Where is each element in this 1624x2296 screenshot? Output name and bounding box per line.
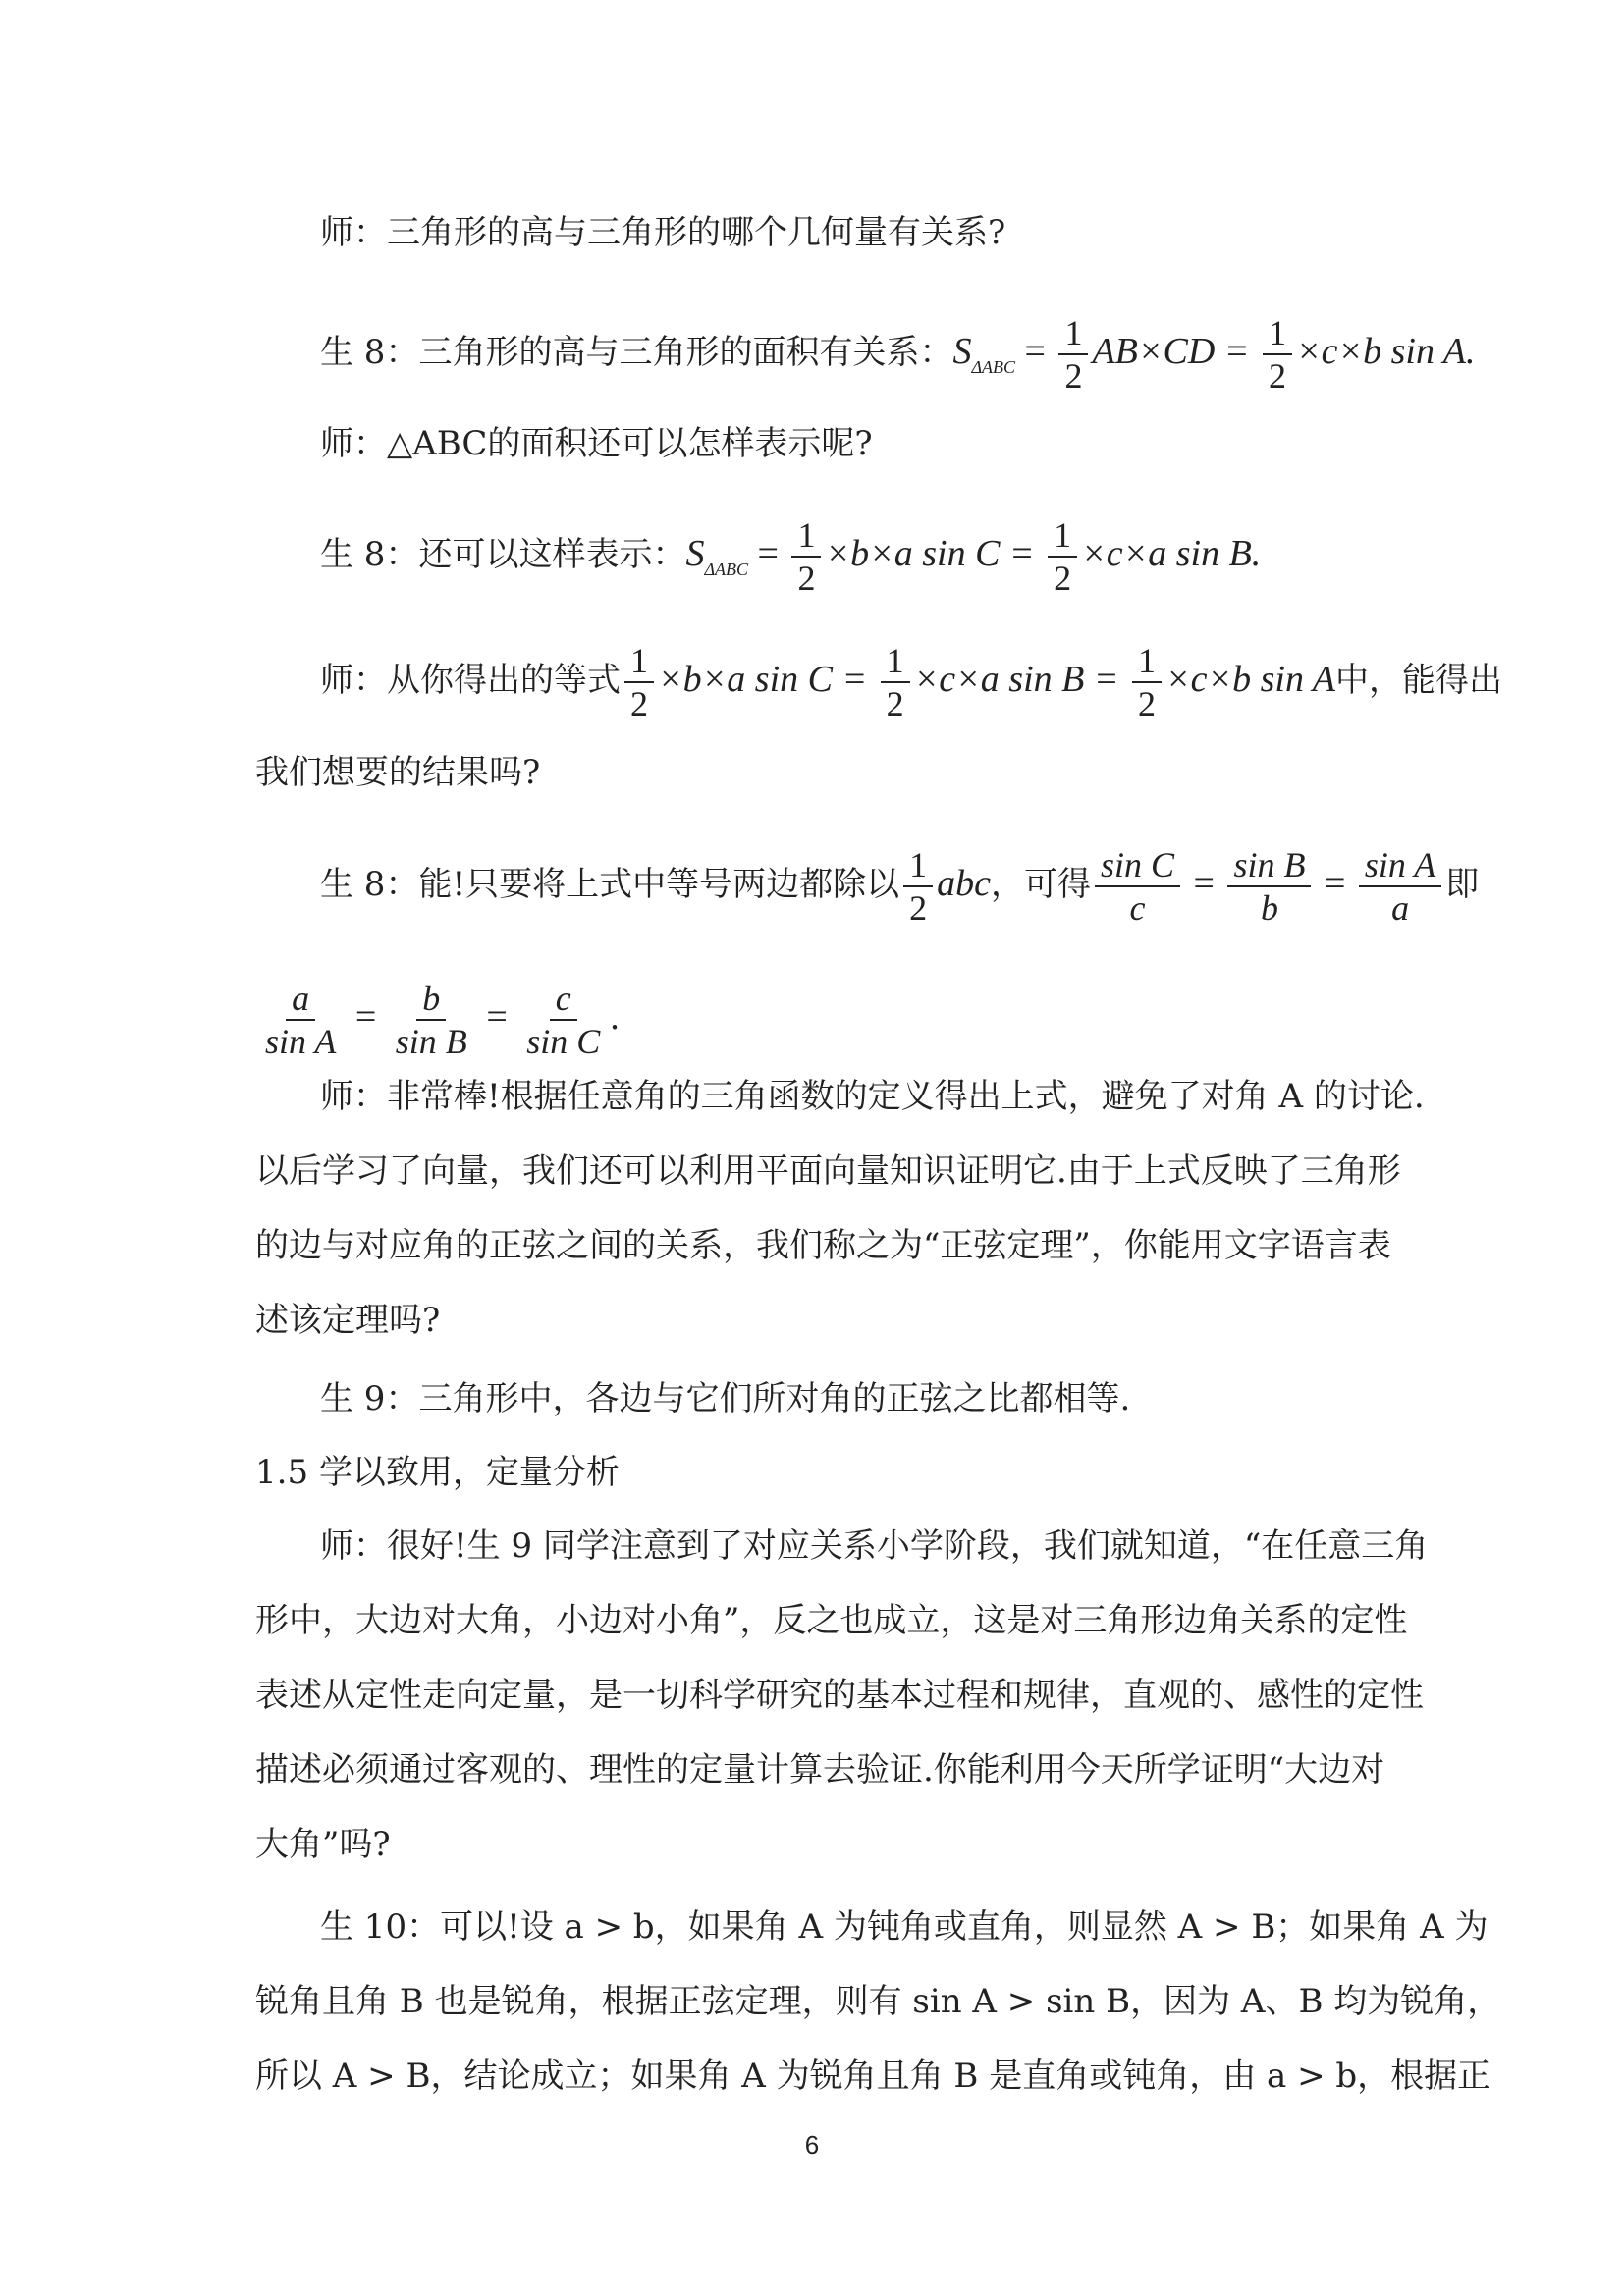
paragraph-teacher-prompt-line: 形中，大边对大角，小边对小角”，反之也成立，这是对三角形边角关系的定性 xyxy=(255,1601,1408,1640)
fraction-one-half: $\frac{1}{2}$ xyxy=(624,640,654,724)
paragraph-teacher-comment-line: 述该定理吗? xyxy=(255,1301,441,1340)
paragraph-student8-answer-3: 生 8：能!只要将上式中等号两边都除以 $\frac{1}{2}$ abc，可得 $\frac{\text{sin C}}{c}$ = $\frac{\text{sin B}}{b}$ = $\frac{\text{sin A}}{a}$ 即 xyxy=(320,845,1480,928)
fraction-a-over-sin-a: $\frac{a}{\text{sin A}}$ xyxy=(265,979,337,1061)
paragraph-teacher-prompt-line: 表述从定性走向定量，是一切科学研究的基本过程和规律，直观的、感性的定性 xyxy=(255,1676,1424,1715)
paragraph-teacher-prompt-line: 师：很好!生 9 同学注意到了对应关系小学阶段，我们就知道，“在任意三角 xyxy=(320,1526,1429,1566)
paragraph-student8-answer-1: 生 8：三角形的高与三角形的面积有关系：$S_{\Delta ABC}$ = $\frac{1}{2}$ AB×CD = $\frac{1}{2}$ ×c×b sin A. xyxy=(320,313,1476,396)
fraction-c-over-sin-c: $\frac{c}{\text{sin C}}$ xyxy=(526,979,601,1061)
fraction-one-half: $\frac{1}{2}$ xyxy=(1132,640,1162,724)
paragraph-teacher-question-2: 师：△ABC的面积还可以怎样表示呢? xyxy=(320,424,873,463)
fraction-one-half: $\frac{1}{2}$ xyxy=(881,640,910,724)
law-of-sines-formula: $\frac{a}{\text{sin A}}$ = $\frac{b}{\text{sin B}}$ = $\frac{c}{\text{sin C}}$ . xyxy=(255,978,620,1062)
paragraph-teacher-question-1: 师：三角形的高与三角形的哪个几何量有关系? xyxy=(320,213,1006,252)
fraction-sin-b-over-b: $\frac{\text{sin B}}{b}$ xyxy=(1227,844,1311,929)
paragraph-student10-answer-line: 锐角且角 B 也是锐角，根据正弦定理，则有 sin A > sin B，因为 A、B 均为锐角， xyxy=(255,1982,1501,2021)
paragraph-student10-answer-line: 所以 A > B，结论成立；如果角 A 为锐角且角 B 是直角或钝角，由 a > b，根据正 xyxy=(255,2056,1491,2096)
fraction-b-over-sin-b: $\frac{b}{\text{sin B}}$ xyxy=(395,979,467,1061)
fraction-one-half: $\frac{1}{2}$ xyxy=(1263,312,1292,397)
paragraph-student9-answer: 生 9：三角形中，各边与它们所对角的正弦之比都相等. xyxy=(320,1379,1131,1418)
paragraph-teacher-prompt-line: 描述必须通过客观的、理性的定量计算去验证.你能利用今天所学证明“大边对 xyxy=(255,1750,1385,1789)
paragraph-teacher-comment-line: 师：非常棒!根据任意角的三角函数的定义得出上式，避免了对角 A 的讨论. xyxy=(320,1077,1425,1116)
section-heading: 1.5 学以致用，定量分析 xyxy=(255,1453,620,1492)
paragraph-student10-answer-line: 生 10：可以!设 a > b，如果角 A 为钝角或直角，则显然 A > B；如果角 A 为 xyxy=(320,1907,1489,1947)
fraction-one-half: $\frac{1}{2}$ xyxy=(1058,312,1088,397)
paragraph-teacher-question-3: 师：从你得出的等式 $\frac{1}{2}$ ×b×a sin C = $\frac{1}{2}$ ×c×a sin B = $\frac{1}{2}$ ×c×b sin A中，能得出 xyxy=(320,641,1503,723)
paragraph-teacher-comment-line: 以后学习了向量，我们还可以利用平面向量知识证明它.由于上式反映了三角形 xyxy=(255,1151,1401,1191)
fraction-one-half: $\frac{1}{2}$ xyxy=(903,844,933,929)
paragraph-student8-answer-2: 生 8：还可以这样表示：$S_{\Delta ABC}$ = $\frac{1}{2}$ ×b×a sin C = $\frac{1}{2}$ ×c×a sin B. xyxy=(320,515,1262,598)
fraction-one-half: $\frac{1}{2}$ xyxy=(1048,514,1077,599)
fraction-sin-a-over-a: $\frac{\text{sin A}}{a}$ xyxy=(1359,844,1441,929)
paragraph-teacher-prompt-line: 大角”吗? xyxy=(255,1825,391,1864)
paragraph-teacher-comment-line: 的边与对应角的正弦之间的关系，我们称之为“正弦定理”，你能用文字语言表 xyxy=(255,1226,1391,1265)
paragraph-teacher-question-3-cont: 我们想要的结果吗? xyxy=(255,753,541,792)
fraction-one-half: $\frac{1}{2}$ xyxy=(791,514,821,599)
page-number: 6 xyxy=(804,2130,820,2160)
fraction-sin-c-over-c: $\frac{\text{sin C}}{c}$ xyxy=(1095,844,1180,929)
